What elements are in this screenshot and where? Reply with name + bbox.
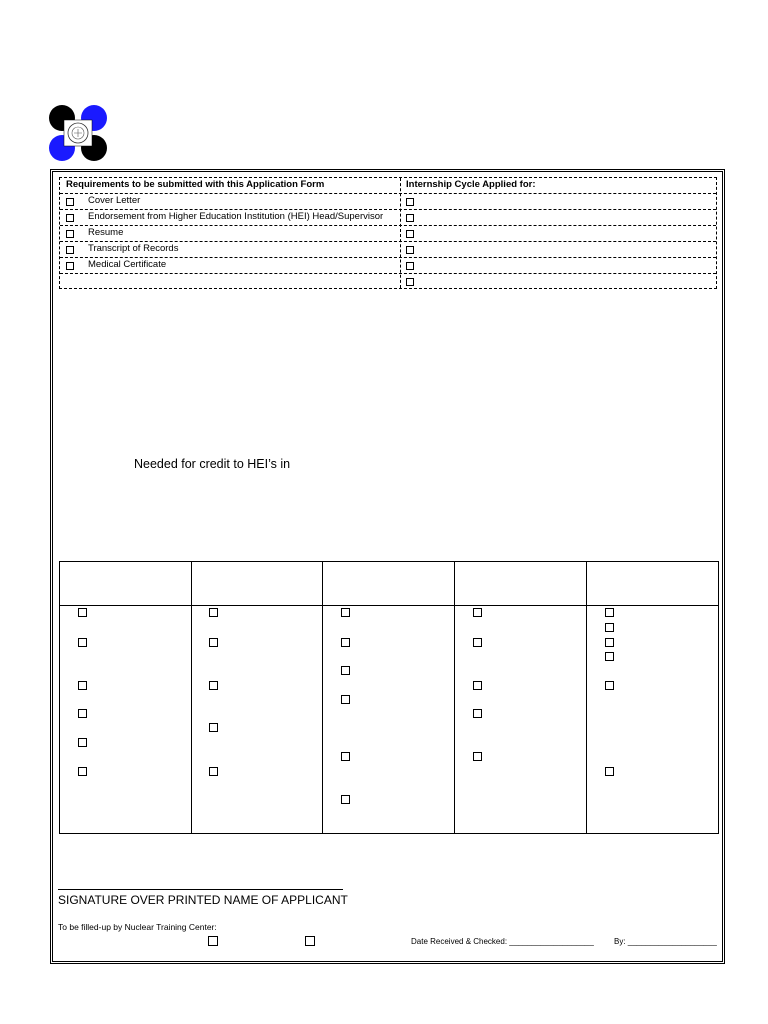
option-checkbox[interactable] bbox=[473, 681, 482, 690]
cycle-checkbox[interactable] bbox=[406, 246, 414, 254]
option-checkbox[interactable] bbox=[209, 681, 218, 690]
cycle-checkbox[interactable] bbox=[406, 278, 414, 286]
option-checkbox[interactable] bbox=[605, 652, 614, 661]
options-grid bbox=[59, 561, 719, 834]
option-checkbox[interactable] bbox=[473, 608, 482, 617]
cover-letter-checkbox[interactable] bbox=[66, 198, 74, 206]
requirements-table bbox=[59, 177, 717, 289]
signature-label: SIGNATURE OVER PRINTED NAME OF APPLICANT bbox=[58, 893, 348, 907]
cycle-checkbox[interactable] bbox=[406, 214, 414, 222]
option-checkbox[interactable] bbox=[473, 752, 482, 761]
option-checkbox[interactable] bbox=[78, 738, 87, 747]
office-use-label: To be filled-up by Nuclear Training Center: bbox=[58, 922, 217, 932]
option-checkbox[interactable] bbox=[473, 709, 482, 718]
option-checkbox[interactable] bbox=[78, 608, 87, 617]
grid-column-divider bbox=[191, 562, 192, 833]
option-checkbox[interactable] bbox=[605, 623, 614, 632]
option-checkbox[interactable] bbox=[341, 608, 350, 617]
requirement-item: Cover Letter bbox=[88, 195, 141, 206]
table-row bbox=[60, 225, 716, 241]
requirement-item: Endorsement from Higher Education Institution (HEI) Head/Supervisor bbox=[88, 211, 384, 222]
option-checkbox[interactable] bbox=[341, 695, 350, 704]
cycle-checkbox[interactable] bbox=[406, 230, 414, 238]
option-checkbox[interactable] bbox=[605, 767, 614, 776]
option-checkbox[interactable] bbox=[209, 638, 218, 647]
option-checkbox[interactable] bbox=[605, 608, 614, 617]
table-row bbox=[60, 193, 716, 209]
option-checkbox[interactable] bbox=[78, 767, 87, 776]
option-checkbox[interactable] bbox=[341, 666, 350, 675]
dost-logo bbox=[46, 104, 110, 162]
resume-checkbox[interactable] bbox=[66, 230, 74, 238]
grid-column-divider bbox=[586, 562, 587, 833]
grid-header-divider bbox=[60, 605, 718, 606]
table-row bbox=[60, 257, 716, 273]
requirement-item: Resume bbox=[88, 227, 124, 238]
office-checkbox[interactable] bbox=[305, 936, 315, 946]
requirements-header: Requirements to be submitted with this Application Form bbox=[66, 179, 325, 190]
office-checkbox[interactable] bbox=[208, 936, 218, 946]
option-checkbox[interactable] bbox=[605, 681, 614, 690]
option-checkbox[interactable] bbox=[209, 608, 218, 617]
table-row bbox=[60, 273, 716, 289]
grid-column-divider bbox=[322, 562, 323, 833]
cycle-checkbox[interactable] bbox=[406, 262, 414, 270]
option-checkbox[interactable] bbox=[78, 709, 87, 718]
signature-line[interactable] bbox=[58, 889, 343, 890]
requirement-item: Transcript of Records bbox=[88, 243, 179, 254]
option-checkbox[interactable] bbox=[341, 638, 350, 647]
date-received-field[interactable]: Date Received & Checked: ___________________ bbox=[411, 937, 594, 946]
endorsement-checkbox[interactable] bbox=[66, 214, 74, 222]
option-checkbox[interactable] bbox=[341, 795, 350, 804]
option-checkbox[interactable] bbox=[209, 767, 218, 776]
checked-by-field[interactable]: By: ____________________ bbox=[614, 937, 717, 946]
option-checkbox[interactable] bbox=[605, 638, 614, 647]
grid-column-divider bbox=[454, 562, 455, 833]
option-checkbox[interactable] bbox=[473, 638, 482, 647]
transcript-checkbox[interactable] bbox=[66, 246, 74, 254]
option-checkbox[interactable] bbox=[341, 752, 350, 761]
cycle-checkbox[interactable] bbox=[406, 198, 414, 206]
option-checkbox[interactable] bbox=[78, 681, 87, 690]
internship-header: Internship Cycle Applied for: bbox=[406, 179, 536, 190]
option-checkbox[interactable] bbox=[209, 723, 218, 732]
medical-certificate-checkbox[interactable] bbox=[66, 262, 74, 270]
table-row bbox=[60, 241, 716, 257]
credit-note: Needed for credit to HEI’s in bbox=[134, 457, 291, 471]
table-header-row bbox=[60, 178, 716, 194]
table-row bbox=[60, 209, 716, 225]
requirement-item: Medical Certificate bbox=[88, 259, 167, 270]
option-checkbox[interactable] bbox=[78, 638, 87, 647]
